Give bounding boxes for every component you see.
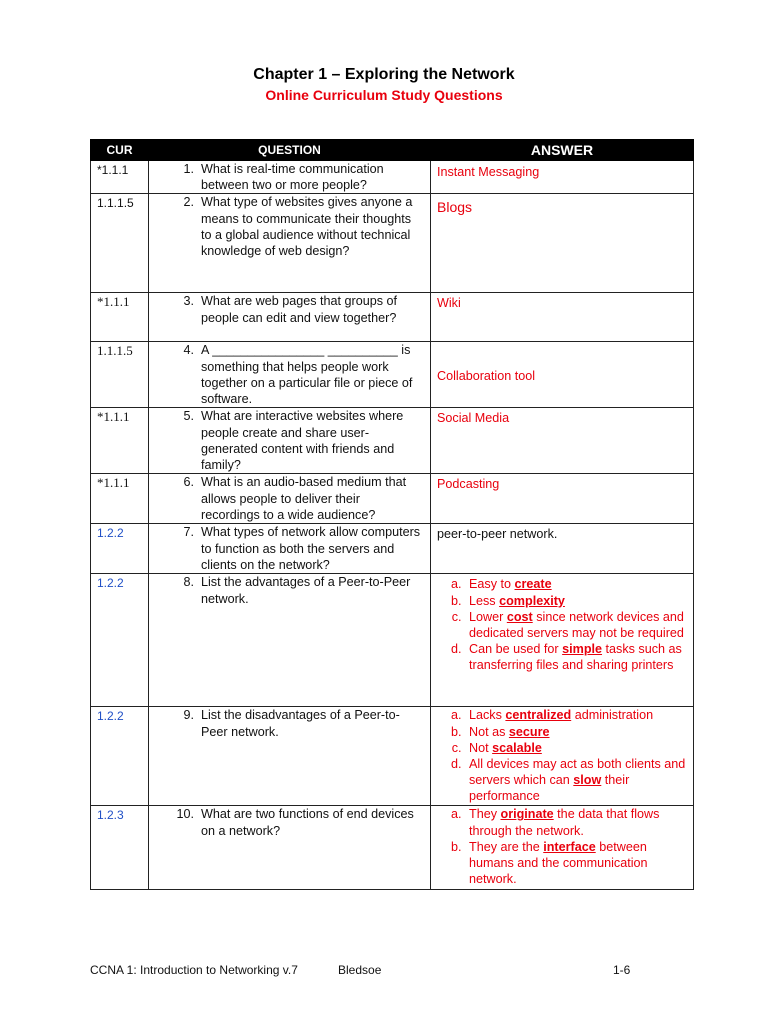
- list-item: b. Not as secure: [465, 724, 687, 740]
- question-text: List the disadvantages of a Peer-to-Peer network.: [201, 708, 400, 739]
- question-text: What are two functions of end devices on a network?: [201, 807, 414, 838]
- question-text: What is real-time communication between two or more people?: [201, 162, 384, 193]
- answer-text: Podcasting: [437, 477, 500, 492]
- question-text: List the advantages of a Peer-to-Peer network.: [201, 575, 411, 606]
- study-questions-table: [90, 139, 694, 890]
- question-cell: [149, 293, 431, 342]
- cur-cell: *1.1.1: [91, 474, 149, 524]
- list-item: c. Lower cost since network devices and dedicated servers may not be required: [465, 609, 687, 641]
- answer-cell: [431, 474, 694, 524]
- question-number: 3.: [183, 294, 194, 309]
- header-question: QUESTION: [149, 140, 431, 161]
- answer-text: Wiki: [437, 296, 461, 311]
- answer-cell: [431, 806, 694, 890]
- question-cell: [149, 806, 431, 890]
- answer-text: Instant Messaging: [437, 165, 540, 179]
- cur-cell: 1.1.1.5: [91, 342, 149, 408]
- footer-author: Bledsoe: [338, 963, 382, 977]
- cur-cell: 1.2.2: [91, 524, 149, 574]
- answer-text: Collaboration tool: [437, 368, 536, 383]
- question-cell: [149, 707, 431, 806]
- question-number: 6.: [183, 475, 194, 490]
- question-number: 4.: [183, 343, 194, 358]
- answer-text: peer-to-peer network.: [437, 527, 558, 542]
- header-answer: ANSWER: [431, 140, 694, 161]
- answer-text: Blogs: [437, 199, 473, 216]
- table-row: [91, 707, 694, 806]
- answer-cell: [431, 194, 694, 293]
- answer-cell: [431, 408, 694, 474]
- cur-cell: 1.2.2: [91, 707, 149, 806]
- cur-cell: 1.2.2: [91, 574, 149, 707]
- list-item: b. They are the interface between humans and the communication network.: [465, 839, 687, 888]
- footer-course: CCNA 1: Introduction to Networking v.7: [90, 963, 298, 977]
- question-number: 10.: [176, 807, 194, 822]
- footer-page-number: 1-6: [613, 963, 631, 977]
- question-text: What is an audio-based medium that allows people to deliver their recordings to a wide audience?: [201, 475, 407, 522]
- table-row: [91, 194, 694, 293]
- list-item: a. Lacks centralized administration: [465, 707, 687, 723]
- header-cur: CUR: [91, 140, 149, 161]
- question-cell: [149, 524, 431, 574]
- table-row: [91, 293, 694, 342]
- question-text: What types of network allow computers to function as both the servers and clients on the network?: [201, 525, 421, 572]
- question-cell: [149, 574, 431, 707]
- question-cell: [149, 161, 431, 194]
- page-title: Chapter 1 – Exploring the Network: [253, 66, 515, 83]
- question-number: 1.: [183, 162, 194, 176]
- question-number: 7.: [183, 525, 194, 540]
- question-number: 5.: [183, 409, 194, 424]
- question-text: What are web pages that groups of people can edit and view together?: [201, 294, 398, 325]
- question-number: 9.: [183, 708, 194, 723]
- page-subtitle: Online Curriculum Study Questions: [265, 87, 503, 103]
- question-text: What are interactive websites where people create and share user-generated content with friends and family?: [201, 409, 404, 473]
- table-row: [91, 342, 694, 408]
- list-item: d. All devices may act as both clients and servers which can slow their performance: [465, 756, 687, 805]
- table-header-row: [91, 140, 694, 161]
- answer-cell: [431, 293, 694, 342]
- answer-cell: [431, 707, 694, 806]
- question-number: 2.: [183, 195, 194, 210]
- list-item: a. They originate the data that flows through the network.: [465, 806, 687, 838]
- table-row: [91, 474, 694, 524]
- table-row: [91, 806, 694, 890]
- question-text: What type of websites gives anyone a means to communicate their thoughts to a global audience without technical knowledge of web design?: [201, 195, 413, 259]
- answer-cell: [431, 161, 694, 194]
- question-cell: [149, 342, 431, 408]
- list-item: b. Less complexity: [465, 593, 687, 609]
- question-number: 8.: [183, 575, 194, 590]
- table-row: [91, 408, 694, 474]
- answer-list: [437, 576, 687, 673]
- list-item: c. Not scalable: [465, 740, 687, 756]
- cur-cell: 1.1.1.5: [91, 194, 149, 293]
- answer-list: [437, 806, 687, 887]
- question-cell: [149, 408, 431, 474]
- table-row: [91, 574, 694, 707]
- question-cell: [149, 194, 431, 293]
- question-cell: [149, 474, 431, 524]
- table-row: [91, 161, 694, 194]
- cur-cell: *1.1.1: [91, 161, 149, 194]
- answer-cell: [431, 524, 694, 574]
- answer-cell: [431, 574, 694, 707]
- cur-cell: *1.1.1: [91, 293, 149, 342]
- answer-cell: [431, 342, 694, 408]
- answer-text: Social Media: [437, 411, 510, 426]
- cur-cell: 1.2.3: [91, 806, 149, 890]
- question-text: A ________________ __________ is something that helps people work together on a particular file or piece of software.: [201, 343, 413, 407]
- cur-cell: *1.1.1: [91, 408, 149, 474]
- table-row: [91, 524, 694, 574]
- answer-list: [437, 707, 687, 804]
- list-item: a. Easy to create: [465, 576, 687, 592]
- list-item: d. Can be used for simple tasks such as transferring files and sharing printers: [465, 641, 687, 673]
